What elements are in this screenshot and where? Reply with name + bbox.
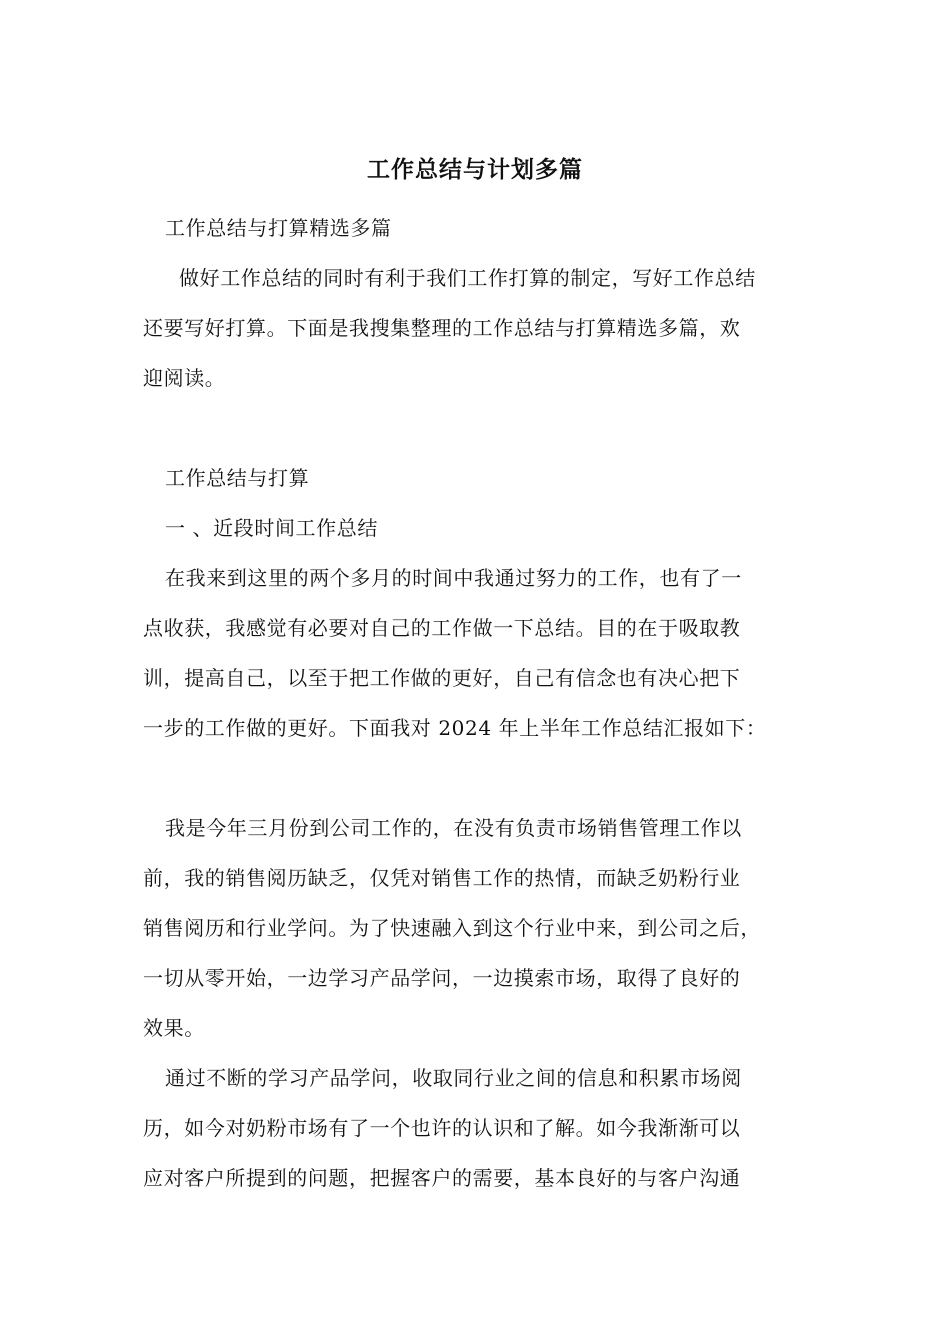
paragraph3-line-1: 通过不断的学习产品学问，收取同行业之间的信息和积累市场阅 (165, 1066, 742, 1090)
paragraph1-line-1: 在我来到这里的两个多月的时间中我通过努力的工作，也有了一 (165, 566, 742, 590)
paragraph2-line-3: 销售阅历和行业学问。为了快速融入到这个行业中来，到公司之后， (143, 916, 761, 940)
paragraph3-line-2: 历，如今对奶粉市场有了一个也许的认识和了解。如今我渐渐可以 (143, 1116, 741, 1140)
paragraph2-line-2: 前，我的销售阅历缺乏，仅凭对销售工作的热情，而缺乏奶粉行业 (143, 866, 741, 890)
subheading: 一 、近段时间工作总结 (165, 516, 378, 540)
document-title: 工作总结与计划多篇 (367, 156, 583, 183)
paragraph1-line-2: 点收获，我感觉有必要对自己的工作做一下总结。目的在于吸取教 (143, 616, 741, 640)
paragraph1-line-3: 训，提高自己，以至于把工作做的更好，自己有信念也有决心把下 (143, 666, 741, 690)
blank-line (143, 753, 819, 803)
intro-line-2: 还要写好打算。下面是我搜集整理的工作总结与打算精选多篇，欢 (143, 316, 741, 340)
intro-line-3: 迎阅读。 (143, 366, 226, 390)
paragraph2-line-1: 我是今年三月份到公司工作的，在没有负责市场销售管理工作以 (165, 816, 742, 840)
document-subtitle: 工作总结与打算精选多篇 (165, 216, 392, 240)
document-body (143, 203, 819, 1203)
paragraph2-line-5: 效果。 (143, 1016, 205, 1040)
paragraph2-line-4: 一切从零开始，一边学习产品学问，一边摸索市场，取得了良好的 (143, 966, 741, 990)
intro-line-1: 做好工作总结的同时有利于我们工作打算的制定，写好工作总结 (179, 266, 756, 290)
paragraph3-line-3: 应对客户所提到的问题，把握客户的需要，基本良好的与客户沟通 (143, 1166, 741, 1190)
blank-line (143, 403, 819, 453)
section-heading: 工作总结与打算 (165, 466, 310, 490)
paragraph1-line-4: 一步的工作做的更好。下面我对 2024 年上半年工作总结汇报如下： (143, 716, 767, 740)
